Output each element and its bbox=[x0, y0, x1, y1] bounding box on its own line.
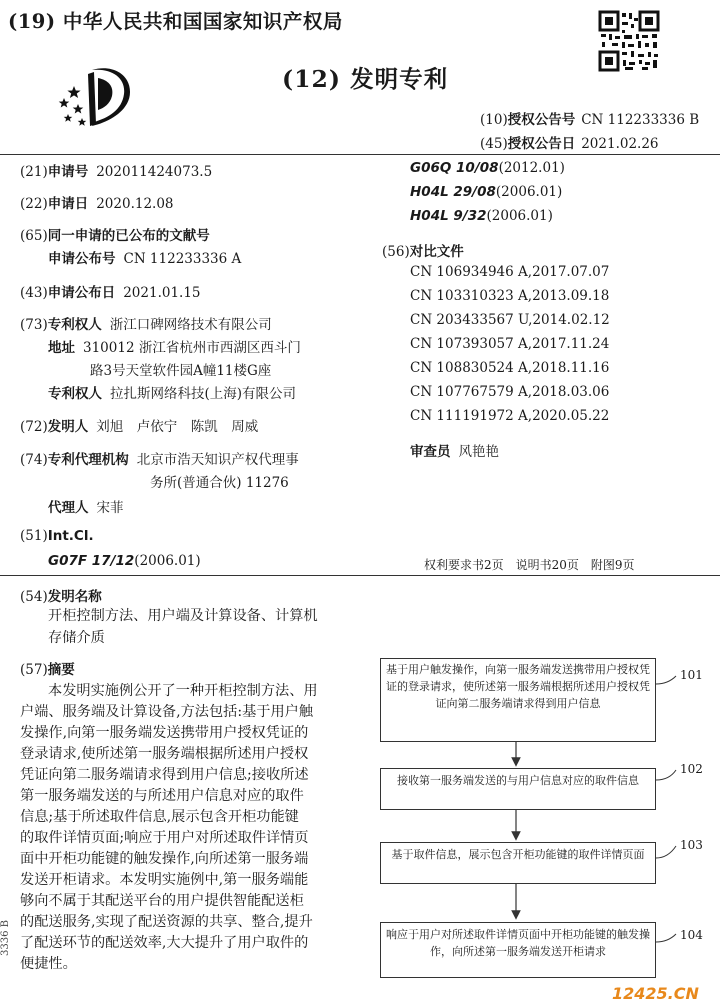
agency-code: (74) bbox=[20, 452, 48, 468]
doc-type-prefix: (12) bbox=[282, 65, 341, 93]
application-number-row bbox=[20, 160, 212, 180]
page-counts: 权利要求书2页 说明书20页 附图9页 bbox=[424, 558, 635, 572]
agent-label: 代理人 bbox=[48, 500, 89, 516]
leader-101 bbox=[656, 676, 676, 684]
application-date-row bbox=[20, 192, 174, 212]
abstract-line-13: 了配送环节的配送效率,大大提升了用户取件的 bbox=[20, 935, 309, 951]
prior-label: 同一申请的已公布的文献号 bbox=[47, 228, 210, 244]
inventors-row bbox=[20, 415, 258, 435]
prior-pub-label: 申请公布号 bbox=[48, 251, 116, 267]
ipc-code-3: H04L 9/32 bbox=[410, 208, 487, 224]
agency-label: 专利代理机构 bbox=[47, 452, 129, 468]
header-divider bbox=[0, 154, 720, 155]
agency-row bbox=[20, 448, 299, 468]
agent: 宋菲 bbox=[96, 500, 124, 516]
address-line1: 310012 浙江省杭州市西湖区西斗门 bbox=[83, 340, 301, 356]
examiner: 风艳艳 bbox=[458, 444, 499, 460]
grant-number-label: 授权公告号 bbox=[507, 112, 576, 128]
publication-date-row bbox=[20, 281, 201, 301]
patentee2-row bbox=[48, 382, 296, 402]
agency-line2: 务所(普通合伙) 11276 bbox=[150, 475, 289, 491]
pub-date: 2021.01.15 bbox=[123, 285, 201, 301]
flow-step-102-box: 接收第一服务端发送的与用户信息对应的取件信息 bbox=[380, 768, 656, 810]
prior-pub-number-row bbox=[48, 247, 241, 267]
abstract-line-9: 面中开柜功能键的触发操作,向所述第一服务端 bbox=[20, 851, 309, 867]
abstract-code: (57) bbox=[20, 662, 48, 678]
holder2: 拉扎斯网络科技(上海)有限公司 bbox=[110, 386, 297, 402]
holder: 浙江口碑网络技术有限公司 bbox=[109, 317, 272, 333]
cited-doc-1: CN 106934946 A,2017.07.07 bbox=[410, 264, 610, 280]
ipc-row-2 bbox=[410, 184, 562, 200]
abstract-line-12: 的配送服务,实现了配送资源的共享、整合,提升 bbox=[20, 914, 313, 930]
title-label: 发明名称 bbox=[47, 589, 102, 605]
grant-number-code: (10) bbox=[480, 112, 508, 128]
grant-number: CN 112233336 B bbox=[581, 112, 700, 128]
office-name: 中华人民共和国国家知识产权局 bbox=[62, 10, 343, 33]
address-line2: 路3号天堂软件园A幢11楼G座 bbox=[90, 363, 272, 379]
address-label: 地址 bbox=[48, 340, 75, 356]
grant-date: 2021.02.26 bbox=[581, 136, 659, 152]
inventors: 刘旭 卢依宁 陈凯 周威 bbox=[96, 419, 259, 435]
flow-step-104-box: 响应于用户对所述取件详情页面中开柜功能键的触发操作，向所述第一服务端发送开柜请求 bbox=[380, 922, 656, 978]
invention-title-line1: 开柜控制方法、用户端及计算设备、计算机 bbox=[48, 608, 318, 624]
abstract-heading bbox=[20, 658, 75, 678]
examiner-row bbox=[410, 440, 499, 460]
inventor-label: 发明人 bbox=[47, 419, 89, 435]
abstract-line-1: 本发明实施例公开了一种开柜控制方法、用 bbox=[48, 683, 318, 699]
office-header bbox=[8, 6, 343, 34]
app-no: 202011424073.5 bbox=[96, 164, 213, 180]
grant-date-code: (45) bbox=[480, 136, 508, 152]
flow-step-103-label: 103 bbox=[680, 838, 703, 852]
flow-step-102-label: 102 bbox=[680, 762, 703, 776]
abstract-line-5: 凭证向第二服务端请求得到用户信息;接收所述 bbox=[20, 767, 309, 783]
address-row bbox=[48, 336, 301, 356]
prior-pub: CN 112233336 A bbox=[123, 251, 242, 267]
prior-code: (65) bbox=[20, 228, 48, 244]
flow-step-103-box: 基于取件信息，展示包含开柜功能键的取件详情页面 bbox=[380, 842, 656, 884]
holder-label: 专利权人 bbox=[47, 317, 102, 333]
invention-title-line2: 存储介质 bbox=[48, 630, 105, 646]
cited-doc-3: CN 203433567 U,2014.02.12 bbox=[410, 312, 610, 328]
inventor-code: (72) bbox=[20, 419, 48, 435]
cited-doc-7: CN 111191972 A,2020.05.22 bbox=[410, 408, 610, 424]
grant-date-row bbox=[480, 132, 659, 152]
abstract-line-4: 登录请求,使所述第一服务端根据所述用户授权 bbox=[20, 746, 309, 762]
ipc-code-1: G06Q 10/08 bbox=[410, 160, 499, 176]
grant-number-row bbox=[480, 108, 699, 128]
intcl-row bbox=[20, 528, 94, 544]
leader-102 bbox=[656, 770, 676, 780]
pub-date-label: 申请公布日 bbox=[47, 285, 116, 301]
ipc-year-3: (2006.01) bbox=[486, 208, 553, 224]
leader-103 bbox=[656, 846, 676, 858]
cited-doc-2: CN 103310323 A,2013.09.18 bbox=[410, 288, 610, 304]
prior-publication-row bbox=[20, 224, 210, 244]
doc-type-title: 发明专利 bbox=[350, 65, 449, 93]
invention-title-heading bbox=[20, 585, 102, 605]
abstract-line-3: 发操作,向第一服务端发送携带用户授权凭证的 bbox=[20, 725, 309, 741]
qr-code-icon bbox=[598, 10, 660, 72]
ipc-row-3 bbox=[410, 208, 553, 224]
ipc-row-1 bbox=[410, 160, 565, 176]
cited-label: 对比文件 bbox=[409, 244, 464, 260]
abstract-line-6: 第一服务端发送的与所述用户信息对应的取件 bbox=[20, 788, 304, 804]
holder2-label: 专利权人 bbox=[48, 386, 102, 402]
ipc-year-2: (2006.01) bbox=[495, 184, 563, 200]
cited-doc-5: CN 108830524 A,2018.11.16 bbox=[410, 360, 610, 376]
pub-date-code: (43) bbox=[20, 285, 48, 301]
ipc-year-1: (2012.01) bbox=[498, 160, 565, 176]
app-date-code: (22) bbox=[20, 196, 48, 212]
title-code: (54) bbox=[20, 589, 48, 605]
leader-104 bbox=[656, 934, 676, 942]
abstract-divider bbox=[0, 575, 720, 576]
intcl-label: Int.Cl. bbox=[47, 528, 94, 544]
intcl-class: G07F 17/12 bbox=[48, 553, 135, 569]
cnipa-logo-icon bbox=[54, 64, 134, 130]
patentee-row bbox=[20, 313, 272, 333]
agent-row bbox=[48, 496, 124, 516]
cited-doc-6: CN 107767579 A,2018.03.06 bbox=[410, 384, 610, 400]
abstract-line-11: 够向不属于其配送平台的用户提供智能配送柜 bbox=[20, 893, 304, 909]
intcl-class-row bbox=[48, 553, 201, 569]
abstract-label: 摘要 bbox=[47, 662, 75, 678]
examiner-label: 审查员 bbox=[410, 444, 451, 460]
intcl-year: (2006.01) bbox=[134, 553, 201, 569]
app-date-label: 申请日 bbox=[47, 196, 89, 212]
abstract-line-7: 信息;基于所述取件信息,展示包含开柜功能键 bbox=[20, 809, 299, 825]
app-date: 2020.12.08 bbox=[96, 196, 174, 212]
grant-date-label: 授权公告日 bbox=[507, 136, 576, 152]
abstract-line-14: 便捷性。 bbox=[20, 956, 77, 972]
watermark: 12425.CN bbox=[612, 984, 699, 1003]
agency-line1: 北京市浩天知识产权代理事 bbox=[136, 452, 299, 468]
flow-step-104-label: 104 bbox=[680, 928, 703, 942]
office-prefix: (19) bbox=[8, 10, 56, 33]
document-type bbox=[282, 60, 448, 94]
cited-doc-4: CN 107393057 A,2017.11.24 bbox=[410, 336, 610, 352]
abstract-line-10: 发送开柜请求。本发明实施例中,第一服务端能 bbox=[20, 872, 309, 888]
flow-step-101-box: 基于用户触发操作，向第一服务端发送携带用户授权凭证的登录请求，使所述第一服务端根据所述用户授权凭证向第二服务端请求得到用户信息 bbox=[380, 658, 656, 742]
abstract-line-8: 的取件详情页面;响应于用户对所述取件详情页 bbox=[20, 830, 309, 846]
app-no-label: 申请号 bbox=[47, 164, 89, 180]
ipc-code-2: H04L 29/08 bbox=[410, 184, 496, 200]
abstract-line-2: 户端、服务端及计算设备,方法包括:基于用户触 bbox=[20, 704, 314, 720]
flow-step-101-label: 101 bbox=[680, 668, 703, 682]
cited-code: (56) bbox=[382, 244, 410, 260]
intcl-code: (51) bbox=[20, 528, 48, 544]
app-no-code: (21) bbox=[20, 164, 48, 180]
cited-documents-heading bbox=[382, 240, 464, 260]
holder-code: (73) bbox=[20, 317, 48, 333]
side-margin-text: 3336 B bbox=[0, 920, 11, 956]
